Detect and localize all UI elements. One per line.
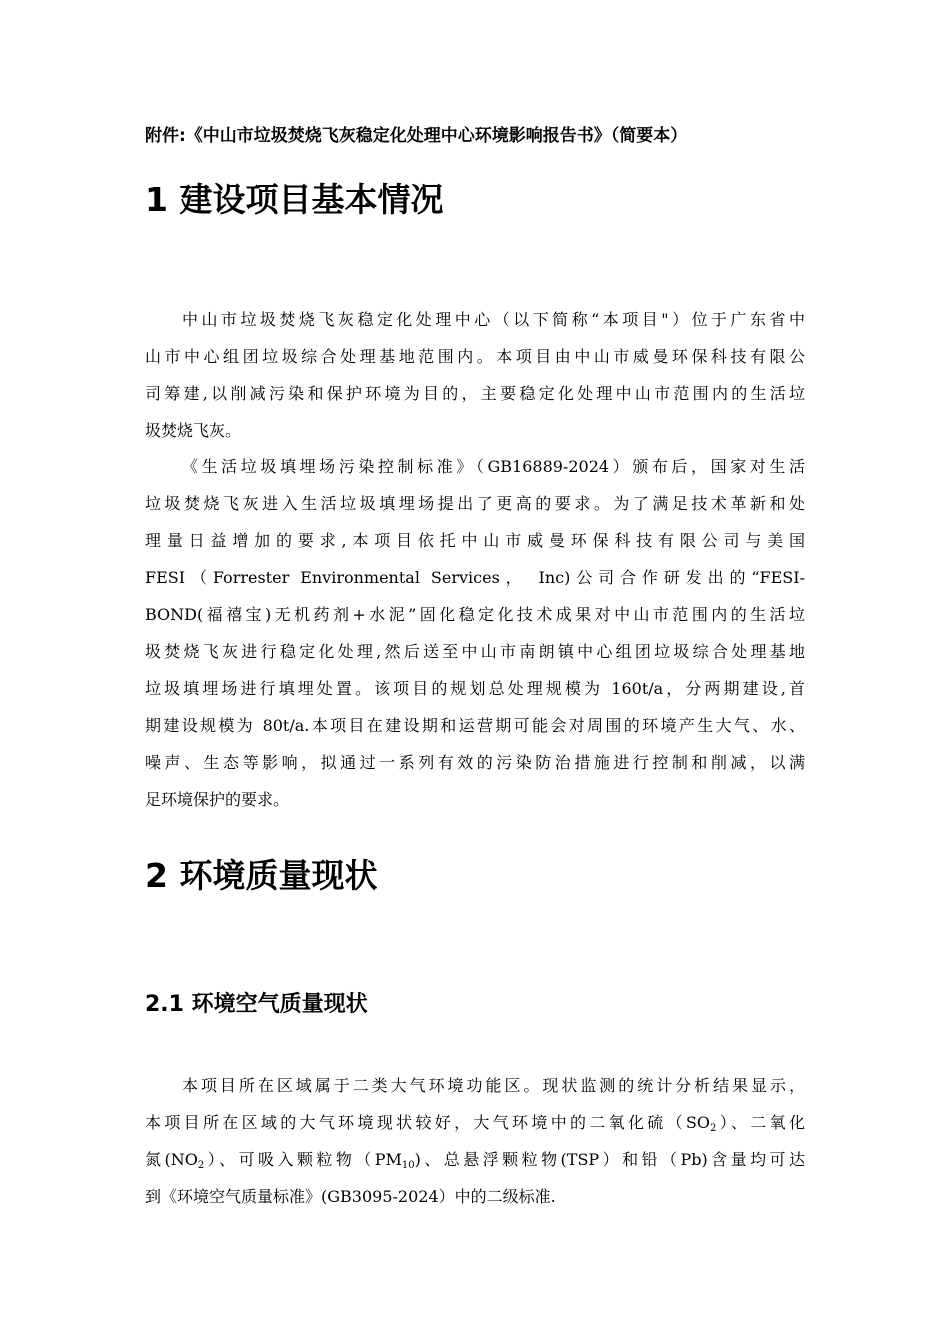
subscript: 2 (710, 1123, 717, 1134)
subscript: 2 (197, 1160, 205, 1171)
paragraph-line: 期建设规模为 80t/a.本项目在建设期和运营期可能会对周围的环境产生大气、水、 (145, 716, 805, 735)
paragraph-line: 司筹建,以削减污染和保护环境为目的，主要稳定化处理中山市范围内的生活垃 (145, 384, 805, 403)
paragraph-line: 本项目所在区域属于二类大气环境功能区。现状监测的统计分析结果显示， (182, 1076, 805, 1095)
paragraph-line: 垃圾焚烧飞灰进入生活垃圾填埋场提出了更高的要求。为了满足技术革新和处 (145, 494, 805, 513)
paragraph-line: 足环境保护的要求。 (145, 790, 290, 809)
text-run: ）、可吸入颗粒物（PM (204, 1150, 402, 1169)
text-run: ）、二氧化 (716, 1113, 805, 1132)
section-2-heading: 2 环境质量现状 (145, 856, 378, 895)
text-run: 氮(NO (145, 1150, 198, 1169)
paragraph-line: FESI（Forrester Environmental Services， Inc)公司合作研发出的“FESI- (145, 568, 805, 587)
paragraph-line: 中山市垃圾焚烧飞灰稳定化处理中心（以下简称“本项目"）位于广东省中 (182, 310, 805, 329)
paragraph-line: 噪声、生态等影响，拟通过一系列有效的污染防治措施进行控制和削减，以满 (145, 753, 805, 772)
text-run: )、总悬浮颗粒物(TSP）和铅（Pb)含量均可达 (414, 1150, 805, 1169)
section-2-1-paragraph (145, 1067, 805, 1215)
paragraph-line: 《生活垃圾填埋场污染控制标准》（GB16889-2024）颁布后，国家对生活 (182, 457, 805, 476)
paragraph-line (145, 1141, 805, 1178)
paragraph-line: 圾焚烧飞灰进行稳定化处理,然后送至中山市南朗镇中心组团垃圾综合处理基地 (145, 642, 805, 661)
subscript: 10 (401, 1160, 415, 1171)
section-1-paragraph-2 (145, 448, 805, 818)
attachment-title: 附件:《中山市垃圾焚烧飞灰稳定化处理中心环境影响报告书》（简要本） (145, 126, 688, 146)
section-1-heading: 1 建设项目基本情况 (145, 180, 444, 219)
paragraph-line: 到《环境空气质量标准》(GB3095-2024）中的二级标准. (145, 1187, 556, 1206)
paragraph-line: BOND(福禧宝)无机药剂+水泥”固化稳定化技术成果对中山市范围内的生活垃 (145, 605, 805, 624)
paragraph-line: 垃圾填埋场进行填埋处置。该项目的规划总处理规模为 160t/a，分两期建设,首 (145, 679, 805, 698)
section-1-paragraph-1 (145, 301, 805, 449)
section-2-1-heading: 2.1 环境空气质量现状 (145, 992, 368, 1017)
paragraph-line: 山市中心组团垃圾综合处理基地范围内。本项目由中山市威曼环保科技有限公 (145, 347, 805, 366)
paragraph-line: 理量日益增加的要求,本项目依托中山市威曼环保科技有限公司与美国 (145, 531, 805, 550)
text-run: 本项目所在区域的大气环境现状较好，大气环境中的二氧化硫（SO (145, 1113, 711, 1132)
paragraph-line (145, 1104, 805, 1141)
paragraph-line: 圾焚烧飞灰。 (145, 421, 242, 440)
